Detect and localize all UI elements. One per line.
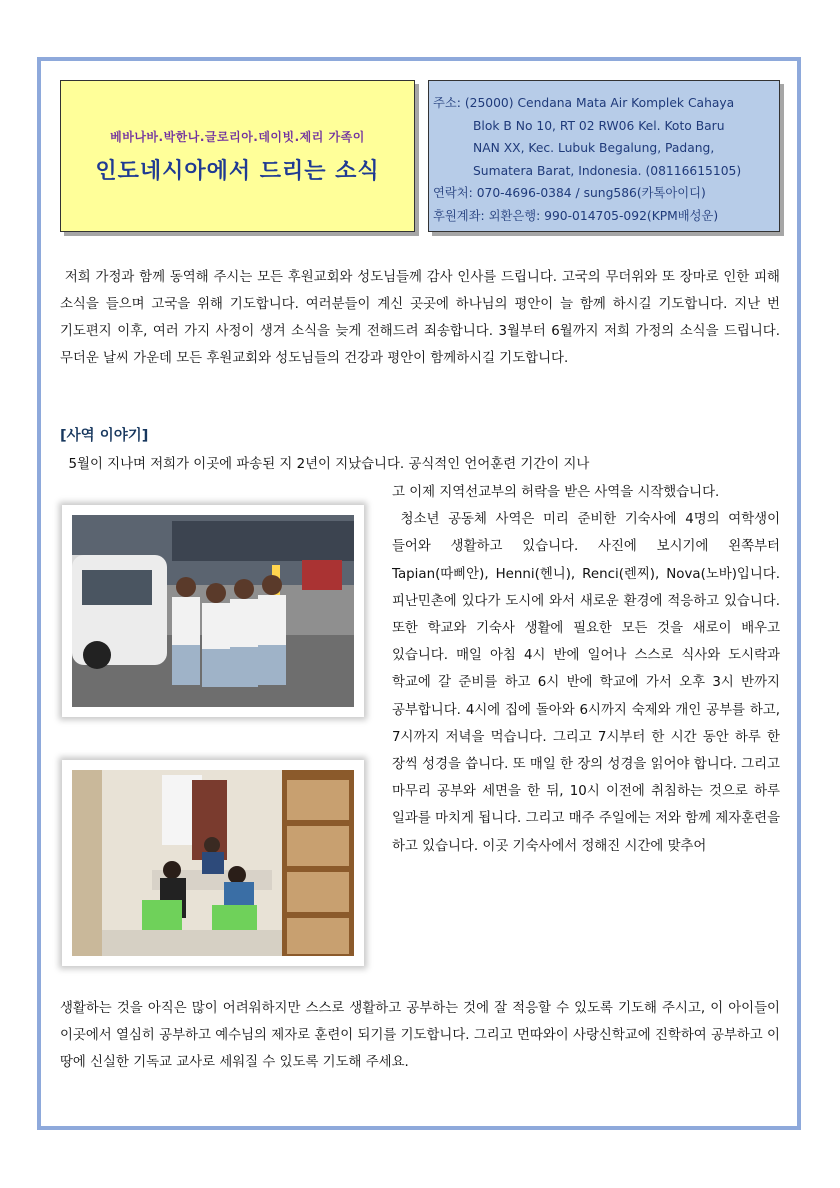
family-names: 베바나바.박한나.글로리아.데이빗.제리 가족이 xyxy=(110,130,365,144)
address-label: 주소: xyxy=(433,96,461,110)
address-line-3: NAN XX, Kec. Lubuk Begalung, Padang, xyxy=(473,141,715,155)
section-title: [사역 이야기] xyxy=(60,428,149,444)
story-first-line xyxy=(60,451,780,478)
account-line: 후원계좌: 외환은행: 990-014705-092(KPM배성운) xyxy=(433,208,719,223)
photo-students xyxy=(62,505,364,717)
story-paragraph-2-text: 청소년 공동체 사역은 미리 준비한 기숙사에 4명의 여학생이 들어와 생활하고 있습니다. 사진에 보시기에 왼쪽부터 Tapian(따삐안), Henni(헨니), Renci(렌찌), Nova(노바)입니다. 피난민촌에 있다가 도시에 와서 새로운 환경에 적응하고 있습니다. 또한 학교와 기숙사 생활에 필요한 모든 것을 새로이 배우고 있습니다. 매일 아침 4시 반에 일어나 스스로 식사와 도시락과 학교에 갈 준비를 하고 6시 반에 학교에 가서 오후 3시 반까지 공부합니다. 4시에 집에 돌아와 6시까지 숙제와 개인 공부를 하고, 7시까지 저녁을 먹습니다. 그리고 7시부터 한 시간 동안 하루 한 장씩 성경을 씁니다. 또 매일 한 장의 성경을 읽어야 합니다. 그리고 마무리 공부와 세면을 한 뒤, 10시 이전에 취침하는 것으로 하루 일과를 마치게 됩니다. 그리고 매주 주일에는 저와 함께 제자훈련을 하고 있습니다. 이곳 기숙사에서 정해진 시간에 맞추어 xyxy=(392,512,780,854)
story-paragraph-2 xyxy=(392,506,780,860)
story-right-column xyxy=(392,479,780,860)
story-bottom: 생활하는 것을 아직은 많이 어려워하지만 스스로 생활하고 공부하는 것에 잘 적응할 수 있도록 기도해 주시고, 이 아이들이 이곳에서 열심히 공부하고 예수님의 제자로 훈련이 되기를 기도합니다. 그리고 먼따와이 사랑신학교에 진학하여 공부하고 이 땅에 신실한 기독교 교사로 세워질 수 있도록 기도해 주세요. xyxy=(60,1001,780,1070)
address-line-4: Sumatera Barat, Indonesia. (08116615105) xyxy=(473,163,742,178)
photo-study-room xyxy=(62,760,364,966)
intro-text: 저희 가정과 함께 동역해 주시는 모든 후원교회와 성도님들께 감사 인사를 드립니다. 고국의 무더위와 또 장마로 인한 피해 소식을 들으며 고국을 위해 기도합니다. 여러분들이 계신 곳곳에 하나님의 평안이 늘 함께 하시길 기도합니다. 지난 번 기도편지 이후, 여러 가지 사정이 생겨 소식을 늦게 전해드려 죄송합니다. 3월부터 6월까지 저희 가정의 소식을 드립니다. 무더운 날씨 가운데 모든 후원교회와 성도님들의 건강과 평안이 함께하시길 기도합니다. xyxy=(60,270,780,366)
contact-box xyxy=(428,80,780,232)
contact-line: 연락처: 070-4696-0384 / sung586(카톡아이디) xyxy=(433,186,706,200)
study-room-photo-image xyxy=(72,770,354,956)
address-line-1 xyxy=(433,92,771,115)
story-first-line-text: 5월이 지나며 저희가 이곳에 파송된 지 2년이 지났습니다. 공식적인 언어훈련 기간이 지나 xyxy=(68,457,590,472)
address-line-2: Blok B No 10, RT 02 RW06 Kel. Koto Baru xyxy=(473,118,725,133)
story-paragraph-1: 고 이제 지역선교부의 허락을 받은 사역을 시작했습니다. xyxy=(392,485,720,500)
students-photo-image xyxy=(72,515,354,707)
intro-paragraph xyxy=(60,264,780,372)
address-text-1: (25000) Cendana Mata Air Komplek Cahaya xyxy=(464,96,735,110)
title-box xyxy=(60,80,415,232)
page-title: 인도네시아에서 드리는 소식 xyxy=(95,159,380,184)
